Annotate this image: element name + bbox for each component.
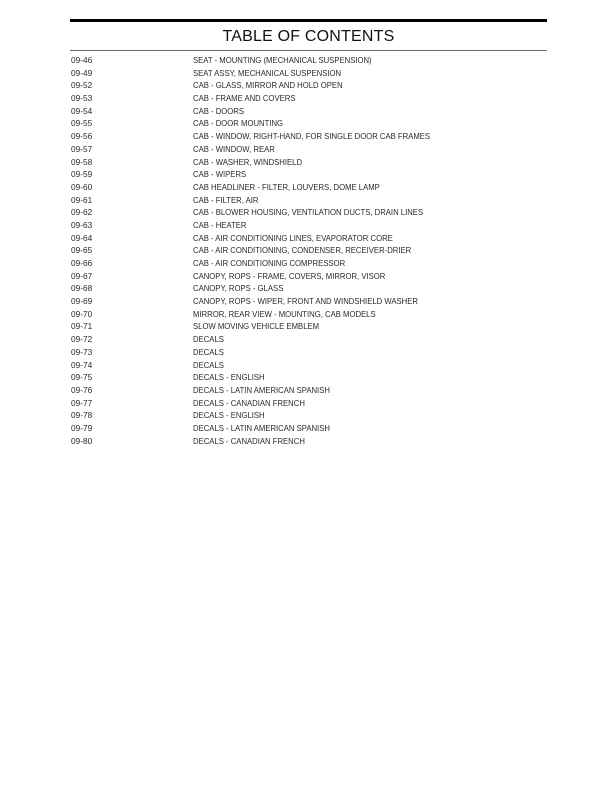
toc-entry-description: SEAT ASSY, MECHANICAL SUSPENSION (193, 67, 342, 78)
toc-entry-code: 09-63 (71, 219, 93, 230)
toc-entry-code: 09-74 (71, 359, 93, 370)
toc-entry-description: DECALS - CANADIAN FRENCH (193, 397, 305, 408)
toc-entry[interactable] (70, 295, 547, 308)
toc-entry-description: DECALS - ENGLISH (193, 410, 265, 421)
toc-entry-code: 09-60 (71, 181, 93, 192)
toc-entry[interactable] (70, 219, 547, 232)
toc-entry-description: CAB - WASHER, WINDSHIELD (193, 156, 303, 167)
toc-entry[interactable] (70, 54, 547, 67)
toc-entry-description: DECALS (193, 346, 224, 357)
toc-entry-description: CAB - AIR CONDITIONING, CONDENSER, RECEIVER-DRIER (193, 245, 412, 256)
toc-entry-code: 09-73 (71, 346, 93, 357)
toc-entry[interactable] (70, 79, 547, 92)
toc-entry-description: CAB - AIR CONDITIONING COMPRESSOR (193, 258, 346, 268)
toc-entry-description: DECALS - LATIN AMERICAN SPANISH (193, 384, 330, 395)
toc-entry-description: CAB - GLASS, MIRROR AND HOLD OPEN (193, 80, 343, 91)
toc-entry-code: 09-59 (71, 169, 93, 180)
toc-entry-code: 09-70 (71, 308, 93, 319)
toc-entry[interactable] (70, 282, 547, 295)
toc-entry[interactable] (70, 117, 547, 130)
toc-entry-description: CAB - WINDOW, REAR (193, 143, 275, 154)
toc-entry-description: DECALS - ENGLISH (193, 372, 265, 383)
toc-entry[interactable] (70, 435, 547, 448)
toc-entry-code: 09-58 (71, 156, 93, 167)
toc-entry-description: CAB HEADLINER - FILTER, LOUVERS, DOME LAMP (193, 181, 380, 192)
toc-entry-description: DECALS (193, 334, 224, 345)
toc-entry-description: CANOPY, ROPS - FRAME, COVERS, MIRROR, VISOR (193, 270, 386, 281)
toc-entry-code: 09-76 (71, 384, 93, 395)
toc-entry[interactable] (70, 346, 547, 359)
toc-entry-code: 09-78 (71, 410, 93, 421)
toc-entry-description: CAB - BLOWER HOUSING, VENTILATION DUCTS, DRAIN LINES (193, 207, 424, 218)
toc-entry[interactable] (70, 384, 547, 397)
toc-entry-code: 09-77 (71, 397, 93, 408)
toc-list (70, 54, 547, 447)
toc-entry-code: 09-64 (71, 232, 93, 243)
toc-entry[interactable] (70, 181, 547, 194)
toc-entry[interactable] (70, 422, 547, 435)
toc-entry-description: SLOW MOVING VEHICLE EMBLEM (193, 321, 320, 332)
toc-entry-code: 09-72 (71, 334, 93, 345)
toc-entry[interactable] (70, 105, 547, 118)
toc-entry-code: 09-57 (71, 143, 93, 154)
toc-entry-description: CANOPY, ROPS - GLASS (193, 283, 284, 294)
toc-entry[interactable] (70, 156, 547, 169)
toc-entry-code: 09-67 (71, 270, 93, 281)
toc-entry[interactable] (70, 308, 547, 321)
toc-entry-code: 09-79 (71, 422, 93, 433)
header-rule-thick (70, 19, 547, 22)
toc-entry-code: 09-53 (71, 93, 93, 104)
toc-entry[interactable] (70, 206, 547, 219)
toc-entry-code: 09-55 (71, 118, 93, 129)
toc-entry-description: CAB - HEATER (193, 219, 247, 230)
toc-entry-description: CAB - FILTER, AIR (193, 194, 259, 205)
toc-entry[interactable] (70, 257, 547, 270)
toc-entry-description: DECALS - LATIN AMERICAN SPANISH (193, 422, 330, 433)
toc-entry-code: 09-65 (71, 245, 93, 256)
toc-entry[interactable] (70, 143, 547, 156)
toc-entry[interactable] (70, 270, 547, 283)
toc-entry-code: 09-66 (71, 258, 93, 268)
toc-entry-code: 09-75 (71, 372, 93, 383)
toc-entry-code: 09-62 (71, 207, 93, 218)
toc-entry-code: 09-46 (71, 55, 93, 65)
toc-entry[interactable] (70, 194, 547, 207)
toc-entry[interactable] (70, 168, 547, 181)
toc-entry-description: CANOPY, ROPS - WIPER, FRONT AND WINDSHIELD WASHER (193, 296, 418, 307)
toc-entry-description: SEAT - MOUNTING (MECHANICAL SUSPENSION) (193, 55, 372, 65)
toc-entry-code: 09-49 (71, 67, 93, 78)
toc-entry-code: 09-54 (71, 105, 93, 116)
toc-entry[interactable] (70, 371, 547, 384)
toc-entry[interactable] (70, 92, 547, 105)
toc-entry-code: 09-56 (71, 131, 93, 142)
toc-entry[interactable] (70, 67, 547, 80)
toc-entry[interactable] (70, 333, 547, 346)
toc-entry-code: 09-68 (71, 283, 93, 294)
toc-entry-description: CAB - WINDOW, RIGHT-HAND, FOR SINGLE DOOR CAB FRAMES (193, 131, 431, 142)
toc-entry-description: MIRROR, REAR VIEW - MOUNTING, CAB MODELS (193, 308, 376, 319)
toc-entry[interactable] (70, 320, 547, 333)
toc-entry-description: CAB - AIR CONDITIONING LINES, EVAPORATOR CORE (193, 232, 393, 243)
page-title: TABLE OF CONTENTS (222, 28, 395, 45)
toc-entry-description: DECALS - CANADIAN FRENCH (193, 435, 305, 446)
toc-entry[interactable] (70, 359, 547, 372)
toc-entry-description: CAB - FRAME AND COVERS (193, 93, 296, 104)
toc-entry-description: CAB - WIPERS (193, 169, 247, 180)
toc-entry-code: 09-69 (71, 296, 93, 307)
toc-entry-code: 09-52 (71, 80, 93, 91)
toc-entry[interactable] (70, 409, 547, 422)
toc-entry-code: 09-61 (71, 194, 93, 205)
toc-entry[interactable] (70, 232, 547, 245)
header-rule-thin (70, 50, 547, 51)
toc-entry-description: DECALS (193, 359, 224, 370)
toc-entry-description: CAB - DOOR MOUNTING (193, 118, 284, 129)
toc-entry[interactable] (70, 244, 547, 257)
toc-entry-code: 09-80 (71, 435, 93, 446)
toc-entry-code: 09-71 (71, 321, 93, 332)
toc-entry[interactable] (70, 130, 547, 143)
toc-entry[interactable] (70, 397, 547, 410)
toc-entry-description: CAB - DOORS (193, 105, 245, 116)
